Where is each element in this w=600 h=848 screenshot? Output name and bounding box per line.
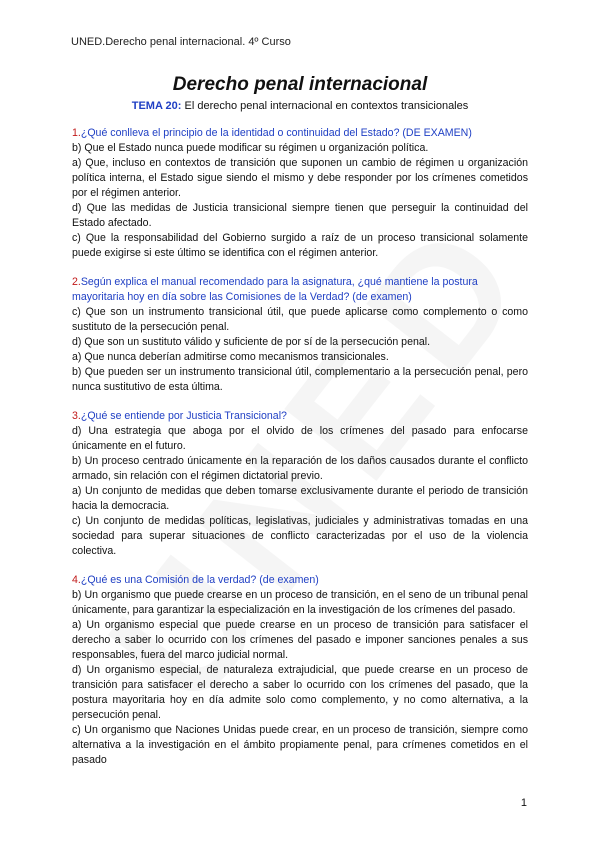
question-3 bbox=[72, 409, 528, 559]
question-text bbox=[72, 126, 528, 141]
question-number: 3. bbox=[72, 410, 81, 422]
answer-option: c) Un conjunto de medidas políticas, legislativas, judiciales y administrativas tomadas en una sociedad para superar situaciones de conflicto caracterizadas por el uso de la violencia colectiva. bbox=[72, 515, 528, 557]
question-1 bbox=[72, 126, 528, 261]
answer-option: b) Que pueden ser un instrumento transicional útil, complementario a la persecución penal, pero nunca sustitutivo de esta última. bbox=[72, 366, 528, 393]
question-text bbox=[72, 275, 528, 305]
page-number: 1 bbox=[520, 797, 527, 809]
question-number: 4. bbox=[72, 574, 81, 586]
answer-option: d) Una estrategia que aboga por el olvido de los crímenes del pasado para enfocarse únicamente en el futuro. bbox=[72, 425, 528, 452]
answer-option: d) Un organismo especial, de naturaleza extrajudicial, que puede crearse en un proceso de transición para satisfacer el derecho a saber lo ocurrido con los crímenes del pasado, que la postura mayoritaria hoy en día admite solo como complemento, y no como alternativa, a la persecución penal. bbox=[72, 664, 528, 721]
document-body bbox=[72, 74, 528, 768]
question-body: ¿Qué es una Comisión de la verdad? (de examen) bbox=[80, 574, 319, 586]
answer-option: a) Que nunca deberían admitirse como mecanismos transicionales. bbox=[72, 351, 389, 363]
question-2 bbox=[72, 275, 528, 395]
page-header: UNED.Derecho penal internacional. 4º Curso bbox=[71, 36, 291, 48]
answer-option: c) Que son un instrumento transicional útil, que puede aplicarse como complemento o como sustituto de la persecución penal. bbox=[72, 306, 528, 333]
answer-option: b) Un proceso centrado únicamente en la reparación de los daños causados durante el conflicto armado, sin relación con el régimen dictatorial previo. bbox=[72, 455, 528, 482]
question-number: 2. bbox=[72, 276, 81, 288]
answer-option: c) Un organismo que Naciones Unidas puede crear, en un proceso de transición, siempre como alternativa a la investigación en el ámbito propiamente penal, para crímenes cometidos en el pasado bbox=[72, 724, 528, 766]
question-text bbox=[72, 573, 528, 588]
tema-label: TEMA 20: bbox=[131, 100, 182, 112]
answer-option: d) Que las medidas de Justicia transicional siempre tienen que perseguir la continuidad del Estado afectado. bbox=[72, 202, 528, 229]
answer-option: d) Que son un sustituto válido y suficiente de por sí de la persecución penal. bbox=[72, 336, 431, 348]
question-body: ¿Qué conlleva el principio de la identidad o continuidad del Estado? (DE EXAMEN) bbox=[80, 127, 472, 139]
question-body: Según explica el manual recomendado para la asignatura, ¿qué mantiene la postura mayoritaria hoy en día sobre las Comisiones de la Verdad? (de examen) bbox=[72, 276, 478, 303]
answer-option: a) Un conjunto de medidas que deben tomarse exclusivamente durante el periodo de transición hacia la democracia. bbox=[72, 485, 528, 512]
tema-text: El derecho penal internacional en contextos transicionales bbox=[181, 100, 469, 112]
answer-option: c) Que la responsabilidad del Gobierno surgido a raíz de un proceso transicional solamente puede exigirse si este último se identifica con el régimen anterior. bbox=[72, 232, 528, 259]
question-text bbox=[72, 409, 528, 424]
answer-option: b) Que el Estado nunca puede modificar su régimen u organización política. bbox=[72, 142, 429, 154]
question-body: ¿Qué se entiende por Justicia Transicional? bbox=[80, 410, 287, 422]
question-4 bbox=[72, 573, 528, 768]
document-subtitle bbox=[72, 100, 528, 112]
document-title: Derecho penal internacional bbox=[172, 74, 428, 95]
question-number: 1. bbox=[72, 127, 81, 139]
answer-option: b) Un organismo que puede crearse en un proceso de transición, en el seno de un tribunal penal únicamente, para garantizar la especialización en la investigación de los crímenes del pasado. bbox=[72, 589, 528, 616]
answer-option: a) Que, incluso en contextos de transición que suponen un cambio de régimen u organización política interna, el Estado sigue siendo el mismo y debe responder por los crímenes cometidos por el régimen anterior. bbox=[72, 157, 528, 199]
answer-option: a) Un organismo especial que puede crearse en un proceso de transición para satisfacer el derecho a saber lo ocurrido con los crímenes del pasado e imponer sanciones penales a sus responsables, fuera del marco judicial normal. bbox=[72, 619, 528, 661]
